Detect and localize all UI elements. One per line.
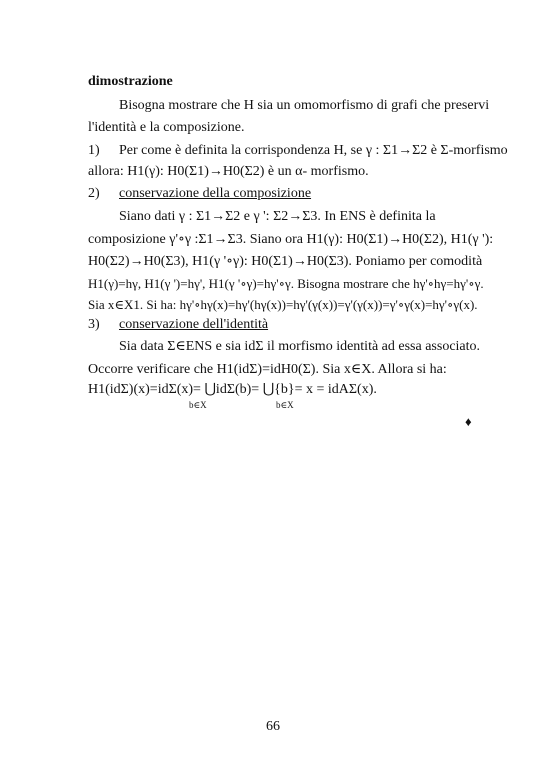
item-2-title: conservazione della composizione (119, 186, 312, 201)
item-3-number: 3) (88, 317, 100, 332)
union-subscript-2: b∈X (276, 400, 294, 410)
item-3-line-3: H1(idΣ)(x)=idΣ(x)= ⋃idΣ(b)= ⋃{b}= x = idAΣ(x). (88, 382, 377, 397)
item-3-line-2: Occorre verificare che H1(idΣ)=idH0(Σ). Sia x∈X. Allora si ha: (88, 362, 447, 377)
item-3-line-1: Sia data Σ∈ENS e sia idΣ il morfismo identità ad essa associato. (119, 339, 481, 354)
item-2-line-3: H0(Σ2)→H0(Σ3), H1(γ '∘γ): H0(Σ1)→H0(Σ3). Poniamo per comodità (88, 254, 483, 269)
intro-line-2: l'identità e la composizione. (88, 120, 245, 135)
section-heading: dimostrazione (88, 74, 173, 89)
item-1-line-2: allora: H1(γ): H0(Σ1)→H0(Σ2) è un α- morfismo. (88, 164, 369, 179)
end-of-proof-mark: ♦ (465, 414, 472, 429)
intro-line-1: Bisogna mostrare che H sia un omomorfismo di grafi che preservi (119, 98, 490, 113)
item-1-line-1: Per come è definita la corrispondenza H, se γ : Σ1→Σ2 è Σ-morfismo (119, 143, 508, 158)
item-2-line-2: composizione γ'∘γ :Σ1→Σ3. Siano ora H1(γ): H0(Σ1)→H0(Σ2), H1(γ '): (88, 232, 494, 247)
item-3-title: conservazione dell'identità (119, 317, 269, 332)
item-2-number: 2) (88, 186, 100, 201)
union-subscript-1: b∈X (189, 400, 207, 410)
item-2-line-1: Siano dati γ : Σ1→Σ2 e γ ': Σ2→Σ3. In ENS è definita la (119, 209, 436, 224)
item-2-line-5: Sia x∈X1. Si ha: hγ'∘hγ(x)=hγ'(hγ(x))=hγ'(γ(x))=γ'(γ(x))=γ'∘γ(x)=hγ'∘γ(x). (88, 297, 478, 312)
item-2-line-4: H1(γ)=hγ, H1(γ ')=hγ', H1(γ '∘γ)=hγ'∘γ. Bisogna mostrare che hγ'∘hγ=hγ'∘γ. (88, 276, 484, 291)
page-number: 66 (266, 719, 280, 734)
item-1-number: 1) (88, 143, 100, 158)
